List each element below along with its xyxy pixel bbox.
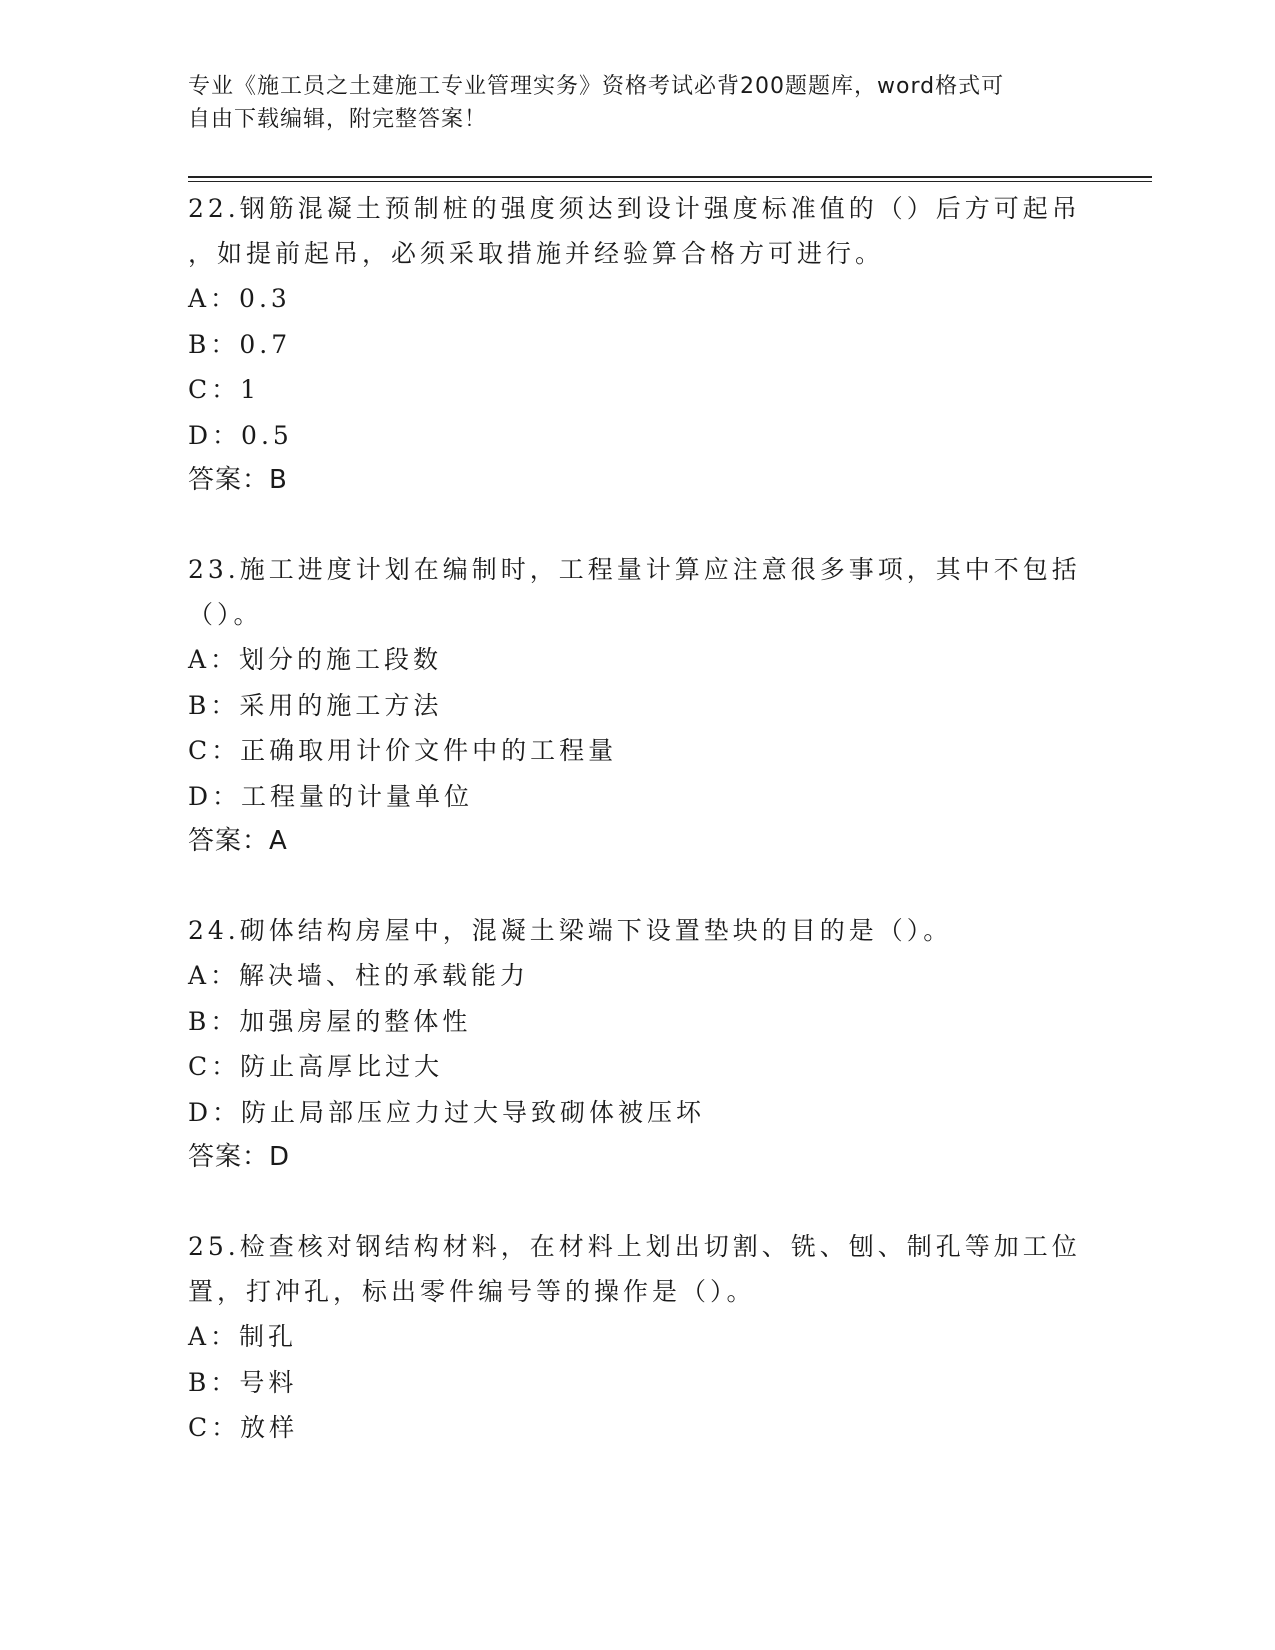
option-c: C：放样 <box>188 1413 299 1442</box>
option-c: C：1 <box>188 375 261 404</box>
option-b: B：采用的施工方法 <box>188 690 443 720</box>
header-divider-thick <box>188 176 1152 178</box>
option-c: C：正确取用计价文件中的工程量 <box>188 736 618 765</box>
question-stem: 22.钢筋混凝土预制桩的强度须达到设计强度标准值的（）后方可起吊 <box>188 194 1081 223</box>
answer-line: 答案：D <box>188 1142 291 1172</box>
option-d: D：防止局部压应力过大导致砌体被压坏 <box>188 1097 706 1127</box>
question-stem: 25.检查核对钢结构材料，在材料上划出切割、铣、刨、制孔等加工位 <box>188 1232 1081 1261</box>
question-stem: 23.施工进度计划在编制时，工程量计算应注意很多事项，其中不包括 <box>188 555 1081 584</box>
header-divider-thin <box>188 181 1152 182</box>
question-24 <box>188 908 1088 1180</box>
question-stem: 24.砌体结构房屋中，混凝土梁端下设置垫块的目的是（）。 <box>188 916 953 945</box>
question-stem-continuation: 置，打冲孔，标出零件编号等的操作是（）。 <box>188 1277 756 1306</box>
question-stem-continuation: （）。 <box>188 600 263 629</box>
option-d: D：0.5 <box>188 420 293 450</box>
answer-line: 答案：B <box>188 465 288 495</box>
question-22 <box>188 186 1088 503</box>
option-b: B：0.7 <box>188 329 292 359</box>
question-25 <box>188 1224 1088 1451</box>
option-b: B：加强房屋的整体性 <box>188 1006 472 1036</box>
option-a: A：制孔 <box>188 1322 298 1351</box>
answer-line: 答案：A <box>188 826 288 856</box>
document-header <box>188 70 1088 136</box>
option-a: A：解决墙、柱的承载能力 <box>188 961 530 990</box>
option-a: A：0.3 <box>188 284 291 313</box>
option-b: B：号料 <box>188 1367 298 1397</box>
option-d: D：工程量的计量单位 <box>188 781 474 811</box>
question-stem-continuation: ，如提前起吊，必须采取措施并经验算合格方可进行。 <box>188 239 885 268</box>
question-23 <box>188 547 1088 864</box>
header-line-2: 自由下载编辑，附完整答案！ <box>188 107 488 132</box>
question-list <box>188 186 1088 1451</box>
option-a: A：划分的施工段数 <box>188 645 443 674</box>
header-line-1: 专业《施工员之土建施工专业管理实务》资格考试必背200题题库，word格式可 <box>188 74 1005 99</box>
option-c: C：防止高厚比过大 <box>188 1052 444 1081</box>
